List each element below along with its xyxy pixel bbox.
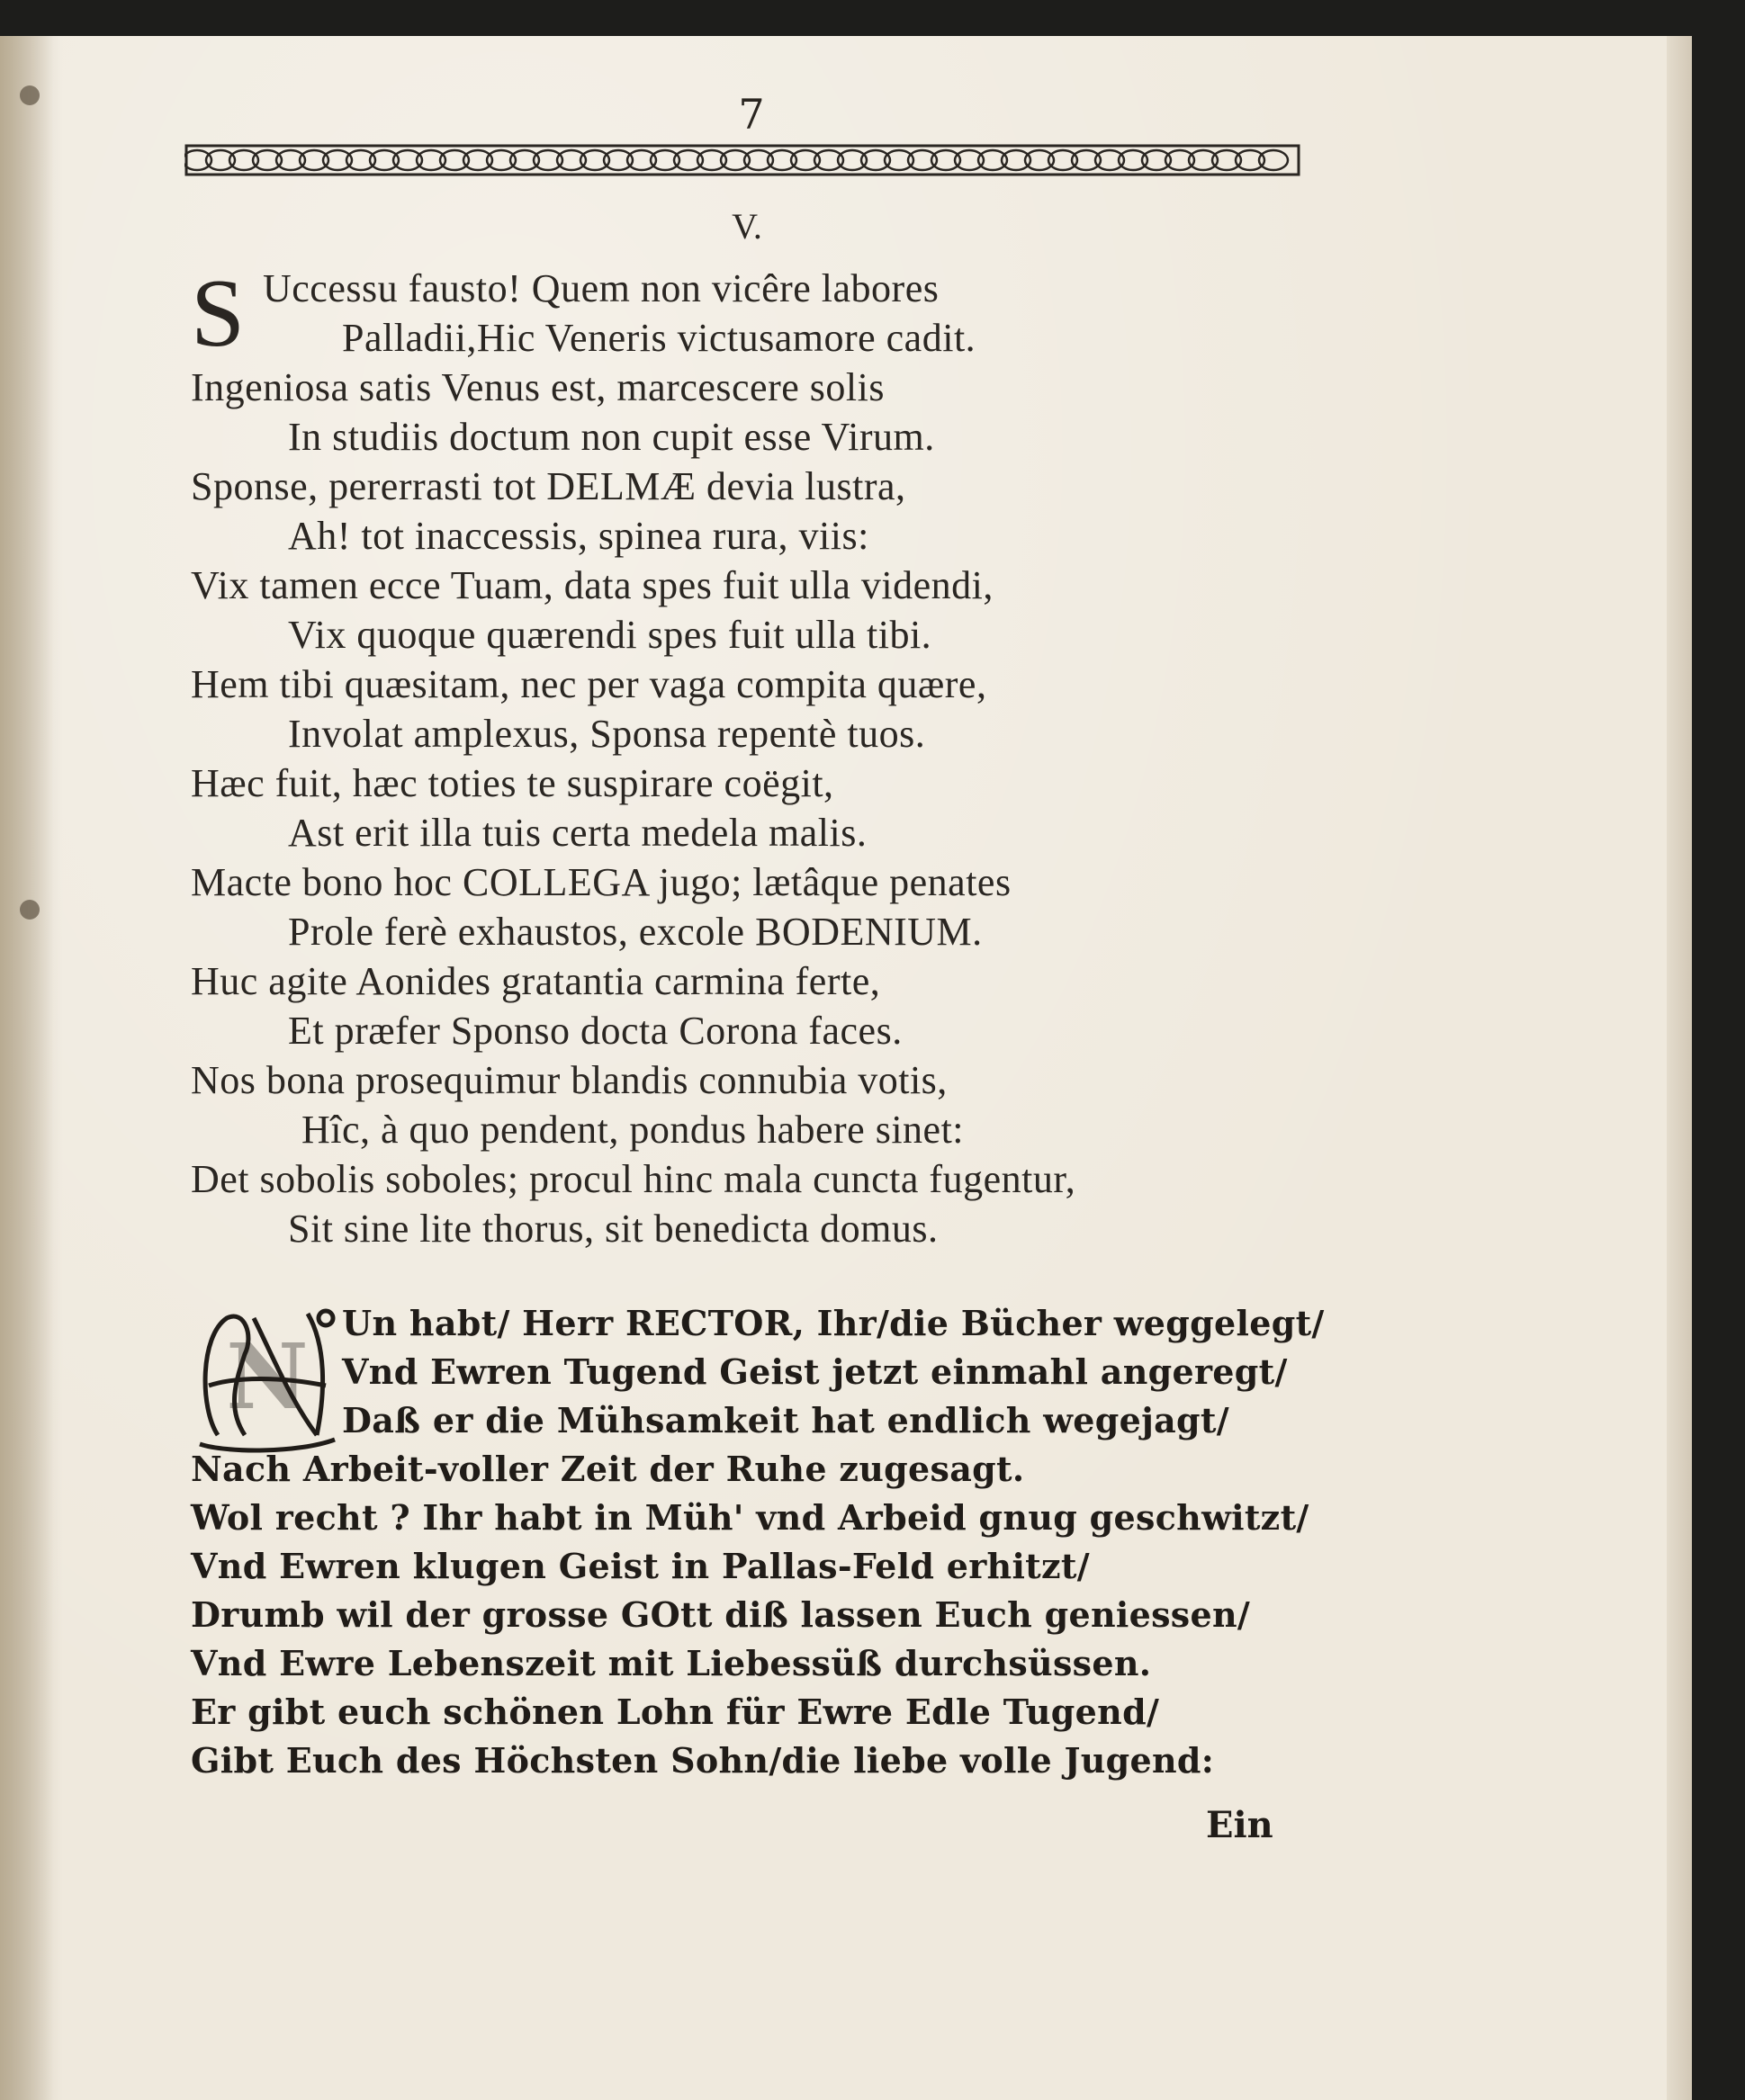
latin-line-14: Prole ferè exhaustos, excole BODENIUM. xyxy=(288,910,983,954)
latin-line-8: Vix quoque quærendi spes fuit ulla tibi. xyxy=(288,613,932,657)
drop-cap-n-letter: N xyxy=(226,1324,309,1430)
german-line-2: Vnd Ewren Tugend Geist jetzt einmahl angeregt/ xyxy=(342,1351,1288,1392)
ornament-ring xyxy=(184,150,211,170)
latin-line-16: Et præfer Sponso docta Corona faces. xyxy=(288,1009,903,1053)
drop-cap-s: S xyxy=(191,260,246,367)
catchword: Ein xyxy=(1206,1804,1273,1846)
latin-line-5: Sponse, pererrasti tot DELMÆ devia lustra, xyxy=(191,464,906,508)
latin-line-2: Palladii,Hic Veneris victusamore cadit. xyxy=(342,316,976,360)
latin-line-3: Ingeniosa satis Venus est, marcescere solis xyxy=(191,365,885,409)
drop-cap-n-ornamental xyxy=(191,1300,344,1453)
latin-line-1: Uccessu fausto! Quem non vicêre labores xyxy=(263,266,940,310)
latin-line-17: Nos bona prosequimur blandis connubia votis, xyxy=(191,1058,948,1102)
german-line-3: Daß er die Mühsamkeit hat endlich wegejagt/ xyxy=(342,1400,1229,1440)
latin-line-15: Huc agite Aonides gratantia carmina ferte, xyxy=(191,959,881,1003)
section-numeral: V. xyxy=(732,206,762,247)
german-line-1: Un habt/ Herr RECTOR, Ihr/die Bücher weggelegt/ xyxy=(342,1303,1325,1343)
latin-line-20: Sit sine lite thorus, sit benedicta domus. xyxy=(288,1207,939,1251)
latin-line-7: Vix tamen ecce Tuam, data spes fuit ulla videndi, xyxy=(191,563,994,607)
latin-line-6: Ah! tot inaccessis, spinea rura, viis: xyxy=(288,514,869,558)
binding-hole xyxy=(20,900,40,920)
latin-line-11: Hæc fuit, hæc toties te suspirare coëgit, xyxy=(191,761,834,805)
latin-line-10: Involat amplexus, Sponsa repentè tuos. xyxy=(288,712,926,756)
latin-line-18: Hîc, à quo pendent, pondus habere sinet: xyxy=(301,1108,965,1152)
latin-line-13: Macte bono hoc COLLEGA jugo; lætâque penates xyxy=(191,860,1012,904)
latin-line-12: Ast erit illa tuis certa medela malis. xyxy=(288,811,868,855)
latin-line-19: Det sobolis soboles; procul hinc mala cuncta fugentur, xyxy=(191,1157,1076,1201)
binding-hole xyxy=(20,85,40,105)
german-line-7: Drumb wil der grosse GOtt diß lassen Euch geniessen/ xyxy=(191,1594,1251,1635)
latin-line-4: In studiis doctum non cupit esse Virum. xyxy=(288,415,935,459)
page-number: 7 xyxy=(738,90,765,139)
german-line-8: Vnd Ewre Lebenszeit mit Liebessüß durchsüssen. xyxy=(191,1643,1152,1683)
binding-gutter xyxy=(0,36,54,2100)
german-line-5: Wol recht ? Ihr habt in Müh' vnd Arbeid gnug geschwitzt/ xyxy=(191,1497,1309,1538)
german-line-9: Er gibt euch schönen Lohn für Ewre Edle Tugend/ xyxy=(191,1692,1160,1732)
german-line-10: Gibt Euch des Höchsten Sohn/die liebe volle Jugend: xyxy=(191,1740,1215,1781)
latin-line-9: Hem tibi quæsitam, nec per vaga compita quære, xyxy=(191,662,987,706)
german-line-6: Vnd Ewren klugen Geist in Pallas-Feld erhitzt/ xyxy=(191,1546,1090,1586)
ornament-border xyxy=(184,142,1300,178)
page-edge xyxy=(1667,36,1692,2100)
german-line-4: Nach Arbeit-voller Zeit der Ruhe zugesagt. xyxy=(191,1449,1025,1489)
